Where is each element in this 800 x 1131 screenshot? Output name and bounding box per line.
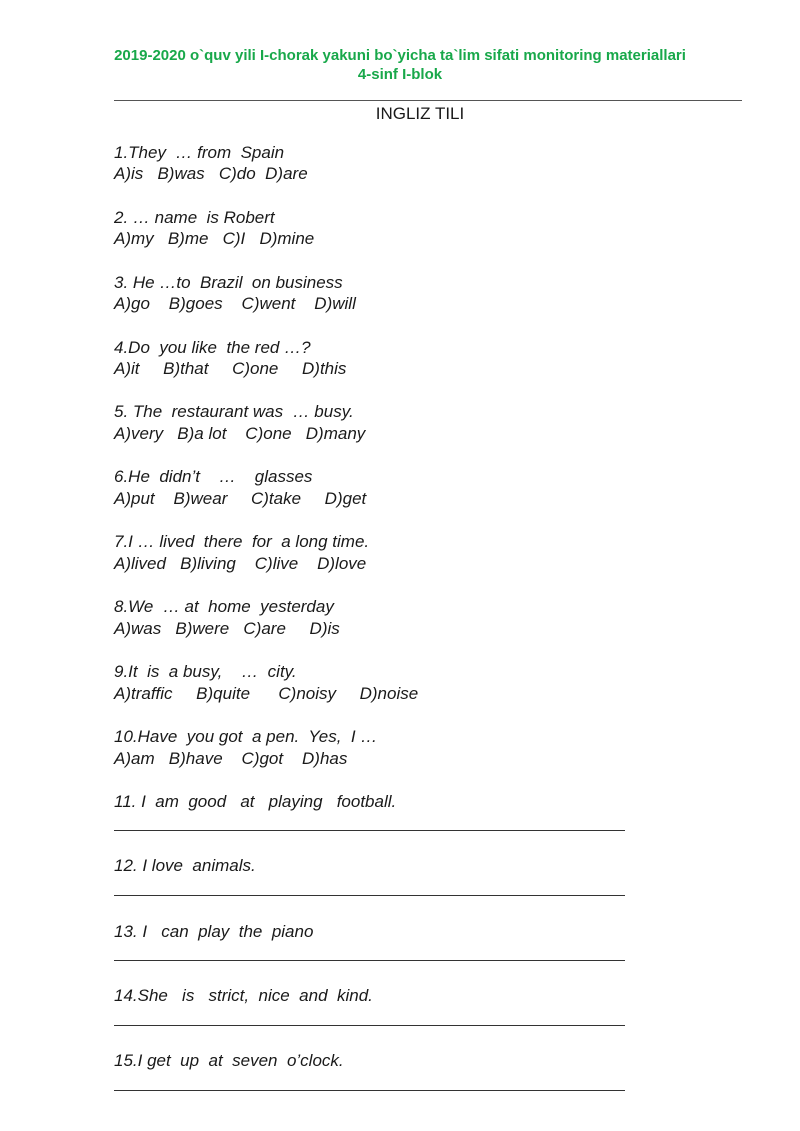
question-3: 3. He …to Brazil on business [114, 273, 343, 292]
question-15: 15.I get up at seven o’clock. [114, 1051, 344, 1070]
question-2: 2. … name is Robert [114, 208, 275, 227]
question-7: 7.I … lived there for a long time. [114, 532, 370, 551]
options-3: A)go B)goes C)went D)will [114, 294, 356, 313]
question-1: 1.They … from Spain [114, 143, 285, 162]
question-8: 8.We … at home yesterday [114, 597, 334, 616]
question-13: 13. I can play the piano [114, 922, 314, 941]
answer-line-14[interactable] [114, 1025, 625, 1026]
options-7: A)lived B)living C)live D)love [114, 554, 367, 573]
question-12: 12. I love animals. [114, 856, 256, 875]
options-6: A)put B)wear C)take D)get [114, 489, 367, 508]
options-4: A)it B)that C)one D)this [114, 359, 347, 378]
answer-line-12[interactable] [114, 895, 625, 896]
answer-line-13[interactable] [114, 960, 625, 961]
question-14: 14.She is strict, nice and kind. [114, 986, 373, 1005]
header-title: 2019-2020 o`quv yili I-chorak yakuni bo`yicha ta`lim sifati monitoring materiallari [114, 47, 686, 64]
options-10: A)am B)have C)got D)has [114, 749, 348, 768]
question-10: 10.Have you got a pen. Yes, I … [114, 727, 378, 746]
question-6: 6.He didn’t … glasses [114, 467, 313, 486]
question-11: 11. I am good at playing football. [114, 792, 397, 811]
options-2: A)my B)me C)I D)mine [114, 229, 315, 248]
options-8: A)was B)were C)are D)is [114, 619, 340, 638]
answer-line-11[interactable] [114, 830, 625, 831]
header-divider [114, 100, 742, 101]
options-1: A)is B)was C)do D)are [114, 164, 308, 183]
options-5: A)very B)a lot C)one D)many [114, 424, 366, 443]
subject-title: INGLIZ TILI [375, 104, 465, 123]
question-4: 4.Do you like the red …? [114, 338, 311, 357]
answer-line-15[interactable] [114, 1090, 625, 1091]
question-5: 5. The restaurant was … busy. [114, 402, 354, 421]
header-subtitle: 4-sinf I-blok [357, 66, 443, 83]
question-9: 9.It is a busy, … city. [114, 662, 297, 681]
options-9: A)traffic B)quite C)noisy D)noise [114, 684, 419, 703]
